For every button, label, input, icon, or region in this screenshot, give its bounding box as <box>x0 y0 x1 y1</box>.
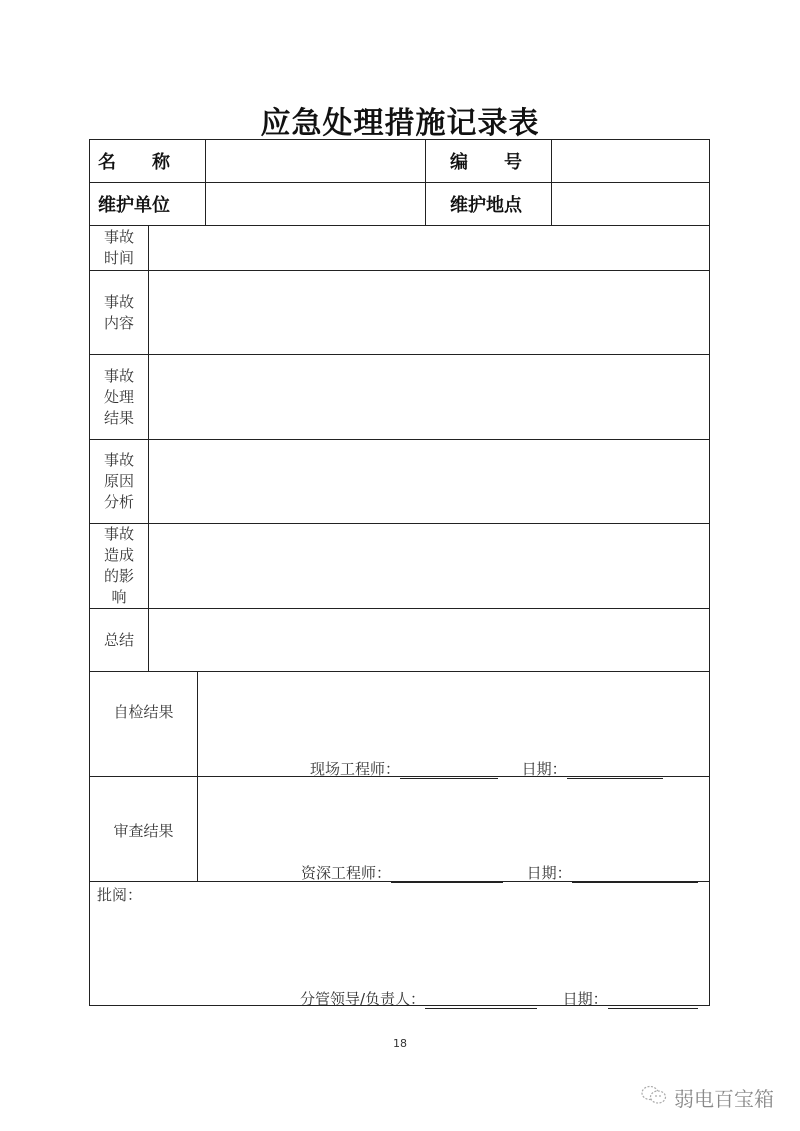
wechat-icon <box>640 1084 668 1111</box>
self-check-label: 自检结果 <box>113 703 174 721</box>
label-line: 的影 <box>103 567 134 585</box>
label-line: 处理 <box>103 387 134 406</box>
incident-time-label <box>90 226 148 270</box>
label-line: 结果 <box>103 408 134 427</box>
review-signature <box>301 862 698 883</box>
approval-date-line[interactable] <box>608 992 698 1009</box>
row-divider <box>90 523 709 524</box>
approval-signature <box>300 988 698 1009</box>
incident-time-field[interactable] <box>150 227 708 269</box>
summary-field[interactable] <box>150 610 708 670</box>
self-check-date-line[interactable] <box>567 762 663 779</box>
self-check-signature <box>310 758 663 779</box>
number-label: 编 号 <box>450 152 522 173</box>
label-line: 分析 <box>103 493 134 511</box>
approval-field[interactable] <box>92 908 708 978</box>
senior-engineer-signature-line[interactable] <box>391 866 503 883</box>
leader-signature-line[interactable] <box>425 992 537 1009</box>
senior-engineer-label: 资深工程师： <box>301 864 392 882</box>
label-line: 事故 <box>103 525 134 543</box>
page-title: 应急处理措施记录表 <box>260 106 540 141</box>
field-engineer-label: 现场工程师： <box>310 760 401 778</box>
incident-content-field[interactable] <box>150 272 708 353</box>
approval-label: 批阅： <box>97 885 143 904</box>
incident-cause-analysis-field[interactable] <box>150 441 708 522</box>
maintenance-location-label: 维护地点 <box>450 195 522 216</box>
label-line: 原因 <box>103 472 134 490</box>
date-label: 日期： <box>521 760 567 778</box>
maintenance-location-field[interactable] <box>553 184 708 224</box>
review-date-line[interactable] <box>572 866 698 883</box>
col-divider <box>205 140 206 226</box>
label-line: 造成 <box>103 546 134 564</box>
incident-handling-result-field[interactable] <box>150 356 708 438</box>
date-label: 日期： <box>526 864 572 882</box>
date-label: 日期： <box>562 990 608 1008</box>
maintenance-unit-label: 维护单位 <box>98 195 170 216</box>
maintenance-unit-field[interactable] <box>207 184 424 224</box>
row-divider <box>90 354 709 355</box>
label-line: 事故 <box>103 228 134 246</box>
label-line: 响 <box>111 588 127 606</box>
review-label: 审查结果 <box>113 822 174 840</box>
summary-label <box>90 609 148 671</box>
incident-content-label <box>90 271 148 354</box>
number-field[interactable] <box>553 141 708 181</box>
self-check-field[interactable] <box>199 673 708 753</box>
row-divider <box>90 270 709 271</box>
label-line: 事故 <box>103 292 134 311</box>
watermark <box>640 1083 774 1112</box>
col-divider <box>197 671 198 882</box>
label-line: 事故 <box>103 366 134 385</box>
incident-impact-label <box>90 524 148 608</box>
label-line: 事故 <box>103 451 134 469</box>
row-divider <box>90 608 709 609</box>
page-number: 18 <box>393 1037 407 1050</box>
field-engineer-signature-line[interactable] <box>400 762 498 779</box>
col-divider <box>425 140 426 226</box>
label-line: 时间 <box>103 249 134 267</box>
watermark-text: 弱电百宝箱 <box>674 1087 774 1111</box>
incident-cause-analysis-label <box>90 440 148 523</box>
col-divider <box>148 226 149 672</box>
col-divider <box>551 140 552 226</box>
leader-label: 分管领导/负责人： <box>300 990 426 1008</box>
review-field[interactable] <box>199 778 708 858</box>
name-field[interactable] <box>207 141 424 181</box>
label-line: 内容 <box>103 313 134 332</box>
record-table <box>89 139 710 1006</box>
row-divider <box>90 439 709 440</box>
row-divider <box>90 225 709 226</box>
name-label: 名 称 <box>98 152 170 173</box>
label-line: 总结 <box>103 630 134 649</box>
incident-impact-field[interactable] <box>150 525 708 607</box>
incident-handling-result-label <box>90 355 148 439</box>
